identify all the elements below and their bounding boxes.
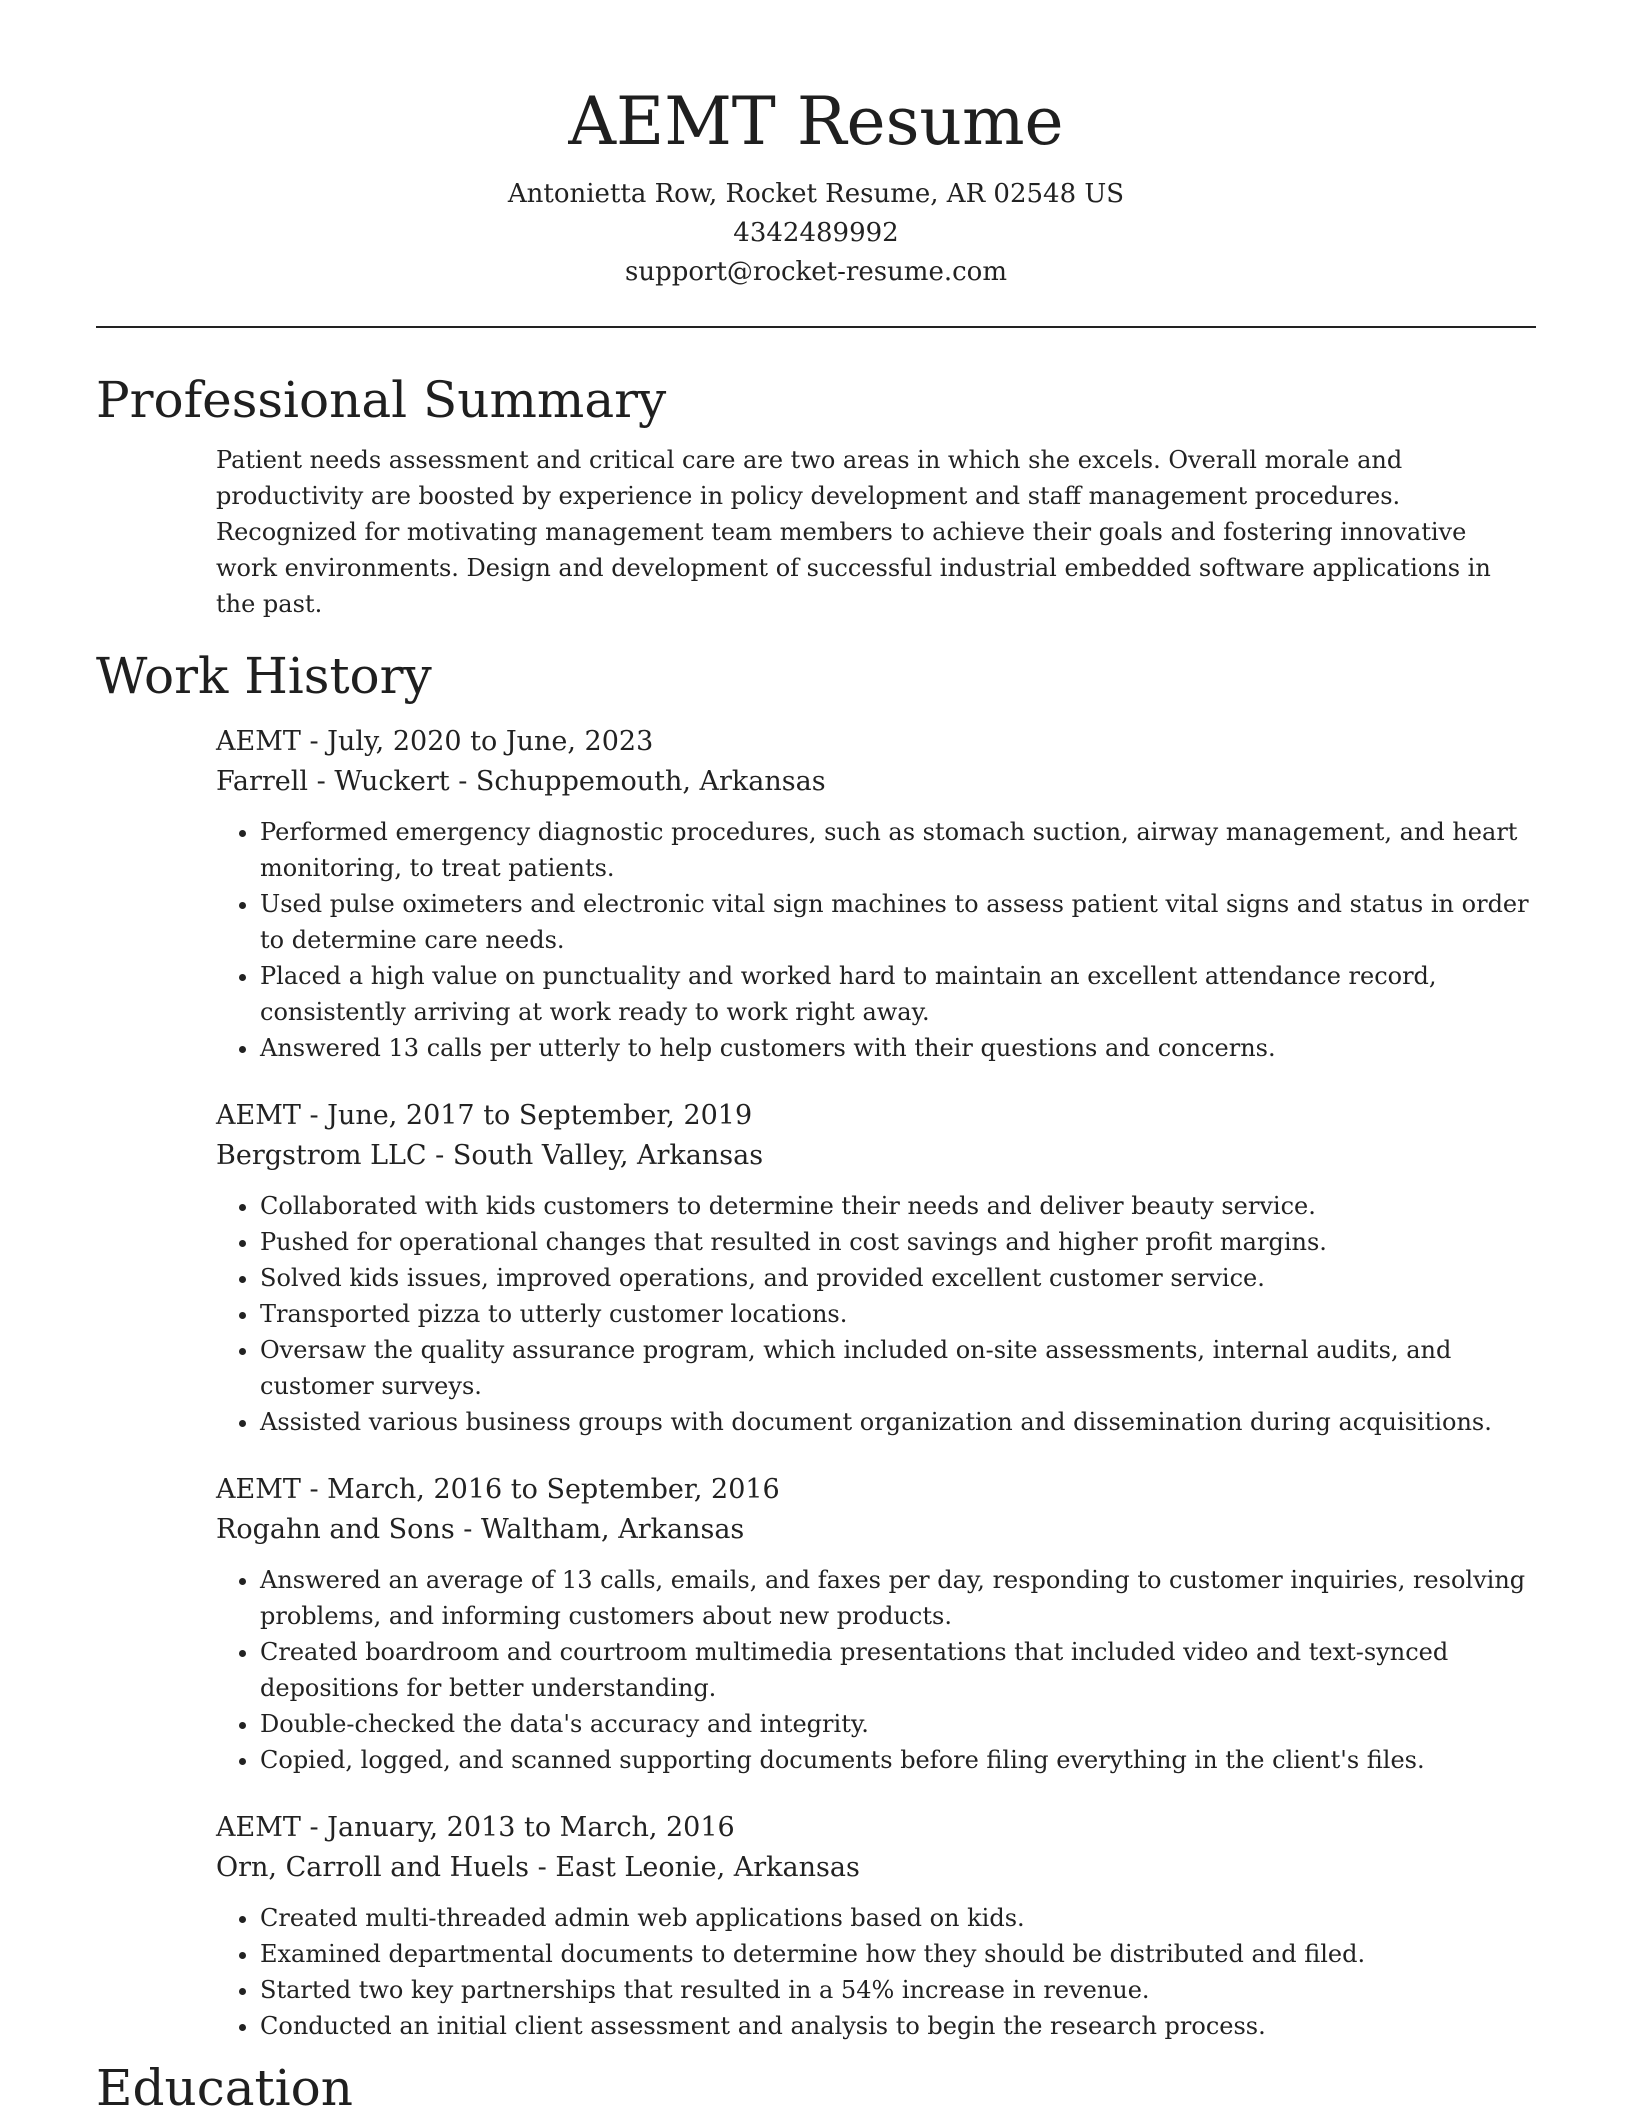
job-company: Orn, Carroll and Huels xyxy=(216,1852,530,1884)
resume-header xyxy=(96,0,1536,292)
work-history-list xyxy=(96,722,1536,2044)
job-title-dates: AEMT - March, 2016 to September, 2016 xyxy=(216,1474,780,1506)
job-bullet: • Performed emergency diagnostic procedures, such as stomach suction, airway management, and heart monitoring, to treat patients. xyxy=(260,814,1536,886)
job-company-line xyxy=(216,1848,1536,1888)
job-title-dates: AEMT - July, 2020 to June, 2023 xyxy=(216,726,654,758)
job-bullet-list xyxy=(216,814,1536,1066)
job-entry xyxy=(216,1808,1536,2044)
job-bullet-list xyxy=(216,1900,1536,2044)
job-company: Farrell - Wuckert xyxy=(216,766,450,798)
job-company: Rogahn and Sons xyxy=(216,1514,455,1546)
job-bullet: • Copied, logged, and scanned supporting documents before filing everything in the client's files. xyxy=(260,1742,1536,1778)
job-company-line xyxy=(216,1510,1536,1550)
summary-text: Patient needs assessment and critical care are two areas in which she excels. Overall morale and productivity are boosted by experience in policy development and staff management procedures. Recognized for motivating management team members to achieve their goals and fostering innovative work environments. Design and development of successful industrial embedded software applications in the past. xyxy=(216,446,1491,619)
job-company: Bergstrom LLC xyxy=(216,1140,427,1172)
job-bullet: • Transported pizza to utterly customer locations. xyxy=(260,1296,1536,1332)
job-bullet: • Placed a high value on punctuality and worked hard to maintain an excellent attendance record, consistently arriving at work ready to work right away. xyxy=(260,958,1536,1030)
resume-page xyxy=(96,0,1536,2118)
job-entry xyxy=(216,722,1536,1066)
job-bullet: • Answered 13 calls per utterly to help customers with their questions and concerns. xyxy=(260,1030,1536,1066)
contact-phone: 4342489992 xyxy=(733,218,899,249)
job-company-line xyxy=(216,762,1536,802)
job-bullet-list xyxy=(216,1188,1536,1440)
job-bullet: • Created boardroom and courtroom multimedia presentations that included video and text-synced depositions for better understanding. xyxy=(260,1634,1536,1706)
job-bullet: • Created multi-threaded admin web applications based on kids. xyxy=(260,1900,1536,1936)
job-bullet: • Started two key partnerships that resulted in a 54% increase in revenue. xyxy=(260,1972,1536,2008)
job-bullet: • Examined departmental documents to determine how they should be distributed and filed. xyxy=(260,1936,1536,1972)
header-divider xyxy=(96,326,1536,328)
section-title-work-history: Work History xyxy=(96,647,432,706)
job-title-dates: AEMT - January, 2013 to March, 2016 xyxy=(216,1812,735,1844)
job-bullet: • Answered an average of 13 calls, emails, and faxes per day, responding to customer inquiries, resolving problems, and informing customers about new products. xyxy=(260,1562,1536,1634)
job-bullet: • Used pulse oximeters and electronic vital sign machines to assess patient vital signs and status in order to determine care needs. xyxy=(260,886,1536,958)
job-bullet-list xyxy=(216,1562,1536,1778)
job-company-line xyxy=(216,1136,1536,1176)
contact-block xyxy=(96,175,1536,292)
section-title-education: Education xyxy=(96,2059,353,2118)
job-bullet: • Assisted various business groups with document organization and dissemination during acquisitions. xyxy=(260,1404,1536,1440)
job-location: - Waltham, Arkansas xyxy=(454,1514,745,1546)
job-location: - East Leonie, Arkansas xyxy=(529,1852,860,1884)
job-location: - Schuppemouth, Arkansas xyxy=(449,766,826,798)
contact-email: support@rocket-resume.com xyxy=(624,257,1007,288)
job-bullet: • Oversaw the quality assurance program, which included on-site assessments, internal audits, and customer surveys. xyxy=(260,1332,1536,1404)
job-bullet: • Collaborated with kids customers to determine their needs and deliver beauty service. xyxy=(260,1188,1536,1224)
resume-name: AEMT Resume xyxy=(568,83,1064,160)
job-bullet: • Pushed for operational changes that resulted in cost savings and higher profit margins. xyxy=(260,1224,1536,1260)
job-bullet: • Solved kids issues, improved operations, and provided excellent customer service. xyxy=(260,1260,1536,1296)
job-bullet: • Double-checked the data's accuracy and integrity. xyxy=(260,1706,1536,1742)
contact-address: Antonietta Row, Rocket Resume, AR 02548 US xyxy=(507,179,1125,210)
job-entry xyxy=(216,1470,1536,1778)
job-title-dates: AEMT - June, 2017 to September, 2019 xyxy=(216,1100,753,1132)
job-bullet: • Conducted an initial client assessment and analysis to begin the research process. xyxy=(260,2008,1536,2044)
section-title-summary: Professional Summary xyxy=(96,371,667,430)
job-entry xyxy=(216,1096,1536,1440)
job-location: - South Valley, Arkansas xyxy=(426,1140,764,1172)
